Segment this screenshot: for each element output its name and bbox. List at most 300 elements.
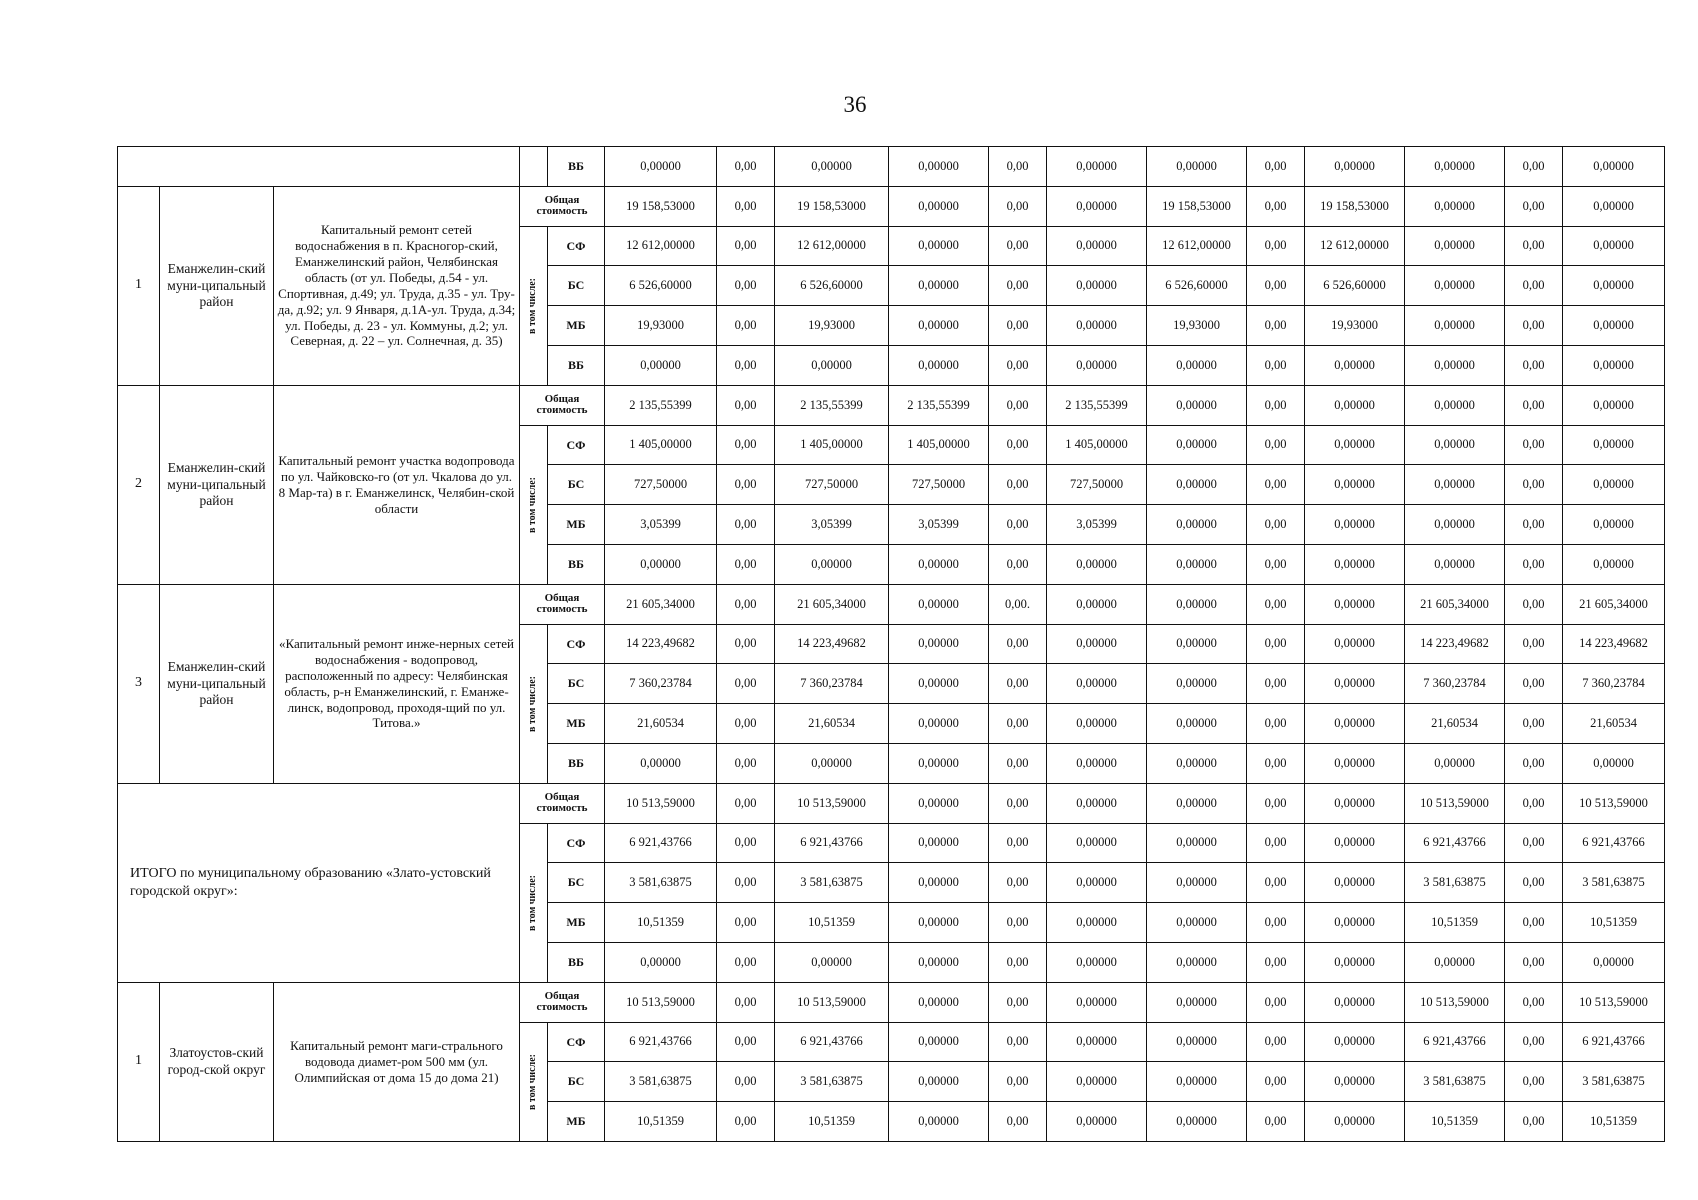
funding-type: СФ xyxy=(548,624,605,664)
value-cell: 0,00000 xyxy=(889,664,989,704)
value-cell: 0,00000 xyxy=(1563,743,1665,783)
value-cell: 0,00000 xyxy=(1147,1062,1247,1102)
value-cell: 0,00 xyxy=(1247,186,1305,226)
value-cell: 0,00 xyxy=(717,942,775,982)
value-cell: 12 612,00000 xyxy=(1305,226,1405,266)
value-cell: 0,00 xyxy=(1247,226,1305,266)
funding-type: ВБ xyxy=(548,345,605,385)
value-cell: 2 135,55399 xyxy=(605,385,717,425)
funding-type: ВБ xyxy=(548,147,605,187)
value-cell: 1 405,00000 xyxy=(889,425,989,465)
value-cell: 0,00000 xyxy=(1405,345,1505,385)
value-cell: 0,00 xyxy=(1505,345,1563,385)
value-cell: 0,00 xyxy=(717,186,775,226)
value-cell: 10,51359 xyxy=(775,903,889,943)
value-cell: 0,00 xyxy=(989,1102,1047,1142)
blank-cell xyxy=(520,147,548,187)
value-cell: 0,00000 xyxy=(1305,664,1405,704)
value-cell: 0,00000 xyxy=(889,704,989,744)
value-cell: 727,50000 xyxy=(1047,465,1147,505)
row-number: 1 xyxy=(118,186,160,385)
value-cell: 19,93000 xyxy=(1305,306,1405,346)
value-cell: 0,00000 xyxy=(1147,345,1247,385)
value-cell: 0,00 xyxy=(717,465,775,505)
value-cell: 0,00000 xyxy=(1305,147,1405,187)
value-cell: 10,51359 xyxy=(1563,903,1665,943)
row-number: 3 xyxy=(118,584,160,783)
table-body xyxy=(118,147,1665,1142)
value-cell: 0,00 xyxy=(1247,783,1305,823)
value-cell: 0,00000 xyxy=(605,544,717,584)
value-cell: 0,00 xyxy=(717,1062,775,1102)
value-cell: 0,00000 xyxy=(1305,584,1405,624)
value-cell: 0,00 xyxy=(717,783,775,823)
funding-type: ВБ xyxy=(548,544,605,584)
value-cell: 0,00000 xyxy=(889,903,989,943)
value-cell: 0,00 xyxy=(1505,385,1563,425)
project-description: Капитальный ремонт участка водопровода по ул. Чайковско-го (от ул. Чкалова до ул. 8 Мар-та) в г. Еманжелинск, Челябин-ской области xyxy=(274,385,520,584)
vertical-label xyxy=(520,1022,548,1141)
funding-type: БС xyxy=(548,266,605,306)
value-cell: 0,00000 xyxy=(1405,544,1505,584)
value-cell: 0,00000 xyxy=(1563,505,1665,545)
value-cell: 21,60534 xyxy=(605,704,717,744)
value-cell: 19,93000 xyxy=(775,306,889,346)
value-cell: 0,00 xyxy=(989,664,1047,704)
value-cell: 0,00000 xyxy=(1047,544,1147,584)
value-cell: 0,00000 xyxy=(889,226,989,266)
value-cell: 727,50000 xyxy=(775,465,889,505)
value-cell: 0,00000 xyxy=(889,942,989,982)
blank-header-cell xyxy=(118,147,520,187)
value-cell: 10 513,59000 xyxy=(605,982,717,1022)
value-cell: 0,00000 xyxy=(1147,1022,1247,1062)
value-cell: 0,00 xyxy=(1247,863,1305,903)
value-cell: 0,00000 xyxy=(1405,226,1505,266)
value-cell: 0,00 xyxy=(989,624,1047,664)
value-cell: 0,00 xyxy=(989,266,1047,306)
value-cell: 0,00000 xyxy=(889,186,989,226)
value-cell: 0,00000 xyxy=(1147,624,1247,664)
value-cell: 0,00000 xyxy=(1563,942,1665,982)
value-cell: 0,00000 xyxy=(775,147,889,187)
vertical-label-text: в том числе: xyxy=(527,277,539,334)
value-cell: 0,00 xyxy=(989,704,1047,744)
value-cell: 0,00000 xyxy=(1147,743,1247,783)
value-cell: 0,00000 xyxy=(1305,1022,1405,1062)
municipality-name: Еманжелин-ский муни-ципальный район xyxy=(160,584,274,783)
value-cell: 0,00 xyxy=(1505,863,1563,903)
value-cell: 0,00 xyxy=(717,704,775,744)
value-cell: 0,00 xyxy=(1505,783,1563,823)
vertical-label xyxy=(520,823,548,982)
value-cell: 0,00 xyxy=(717,226,775,266)
value-cell: 0,00000 xyxy=(889,147,989,187)
value-cell: 1 405,00000 xyxy=(1047,425,1147,465)
value-cell: 0,00 xyxy=(717,1102,775,1142)
value-cell: 0,00 xyxy=(1247,505,1305,545)
value-cell: 0,00000 xyxy=(1305,704,1405,744)
value-cell: 1 405,00000 xyxy=(605,425,717,465)
value-cell: 0,00000 xyxy=(1405,186,1505,226)
value-cell: 0,00000 xyxy=(1147,385,1247,425)
value-cell: 0,00000 xyxy=(889,624,989,664)
table-row xyxy=(118,783,1665,823)
value-cell: 19 158,53000 xyxy=(1147,186,1247,226)
value-cell: 21 605,34000 xyxy=(1563,584,1665,624)
value-cell: 0,00 xyxy=(989,982,1047,1022)
value-cell: 6 921,43766 xyxy=(1405,1022,1505,1062)
value-cell: 19 158,53000 xyxy=(775,186,889,226)
value-cell: 0,00 xyxy=(989,385,1047,425)
value-cell: 0,00000 xyxy=(1047,823,1147,863)
value-cell: 0,00 xyxy=(1505,982,1563,1022)
value-cell: 0,00 xyxy=(1247,664,1305,704)
value-cell: 0,00000 xyxy=(1047,942,1147,982)
value-cell: 0,00000 xyxy=(1305,624,1405,664)
value-cell: 727,50000 xyxy=(605,465,717,505)
value-cell: 0,00000 xyxy=(1147,147,1247,187)
value-cell: 0,00 xyxy=(717,903,775,943)
value-cell: 0,00 xyxy=(717,306,775,346)
value-cell: 3 581,63875 xyxy=(605,1062,717,1102)
value-cell: 0,00000 xyxy=(1305,982,1405,1022)
value-cell: 0,00 xyxy=(717,505,775,545)
value-cell: 0,00 xyxy=(1247,903,1305,943)
value-cell: 19 158,53000 xyxy=(1305,186,1405,226)
value-cell: 0,00 xyxy=(989,306,1047,346)
value-cell: 0,00 xyxy=(1505,624,1563,664)
value-cell: 10 513,59000 xyxy=(775,783,889,823)
table-row xyxy=(118,186,1665,226)
value-cell: 14 223,49682 xyxy=(1563,624,1665,664)
table-row xyxy=(118,982,1665,1022)
value-cell: 6 921,43766 xyxy=(1563,823,1665,863)
value-cell: 0,00 xyxy=(1505,1102,1563,1142)
value-cell: 0,00 xyxy=(1247,306,1305,346)
funding-type: БС xyxy=(548,664,605,704)
value-cell: 0,00 xyxy=(717,863,775,903)
value-cell: 0,00 xyxy=(1505,1062,1563,1102)
value-cell: 0,00 xyxy=(1247,345,1305,385)
value-cell: 0,00000 xyxy=(1047,147,1147,187)
value-cell: 0,00000 xyxy=(605,942,717,982)
value-cell: 0,00000 xyxy=(1305,505,1405,545)
value-cell: 0,00 xyxy=(717,624,775,664)
funding-type: ВБ xyxy=(548,942,605,982)
value-cell: 0,00000 xyxy=(1405,505,1505,545)
value-cell: 6 921,43766 xyxy=(1405,823,1505,863)
funding-type: ВБ xyxy=(548,743,605,783)
value-cell: 0,00000 xyxy=(1305,385,1405,425)
municipality-name: Златоустов-ский город-ской округ xyxy=(160,982,274,1141)
value-cell: 0,00000 xyxy=(605,345,717,385)
value-cell: 0,00 xyxy=(717,345,775,385)
funding-type: МБ xyxy=(548,505,605,545)
value-cell: 0,00000 xyxy=(1305,863,1405,903)
value-cell: 10 513,59000 xyxy=(1563,982,1665,1022)
value-cell: 2 135,55399 xyxy=(775,385,889,425)
value-cell: 0,00000 xyxy=(1147,425,1247,465)
value-cell: 14 223,49682 xyxy=(605,624,717,664)
value-cell: 0,00000 xyxy=(889,823,989,863)
value-cell: 0,00 xyxy=(1247,704,1305,744)
value-cell: 0,00000 xyxy=(1405,465,1505,505)
value-cell: 0,00 xyxy=(717,664,775,704)
value-cell: 0,00000 xyxy=(1047,783,1147,823)
value-cell: 0,00000 xyxy=(1563,385,1665,425)
table-row xyxy=(118,147,1665,187)
vertical-label xyxy=(520,624,548,783)
value-cell: 0,00 xyxy=(1505,465,1563,505)
value-cell: 10,51359 xyxy=(1405,1102,1505,1142)
value-cell: 0,00 xyxy=(1505,186,1563,226)
project-description: «Капитальный ремонт инже-нерных сетей водоснабжения - водопровод, расположенный по адресу: Челябинская область, р-н Еманжелинский, г. Еманже-линск, водопровод, проходя-щий по ул. Титова.» xyxy=(274,584,520,783)
value-cell: 0,00000 xyxy=(605,743,717,783)
value-cell: 6 921,43766 xyxy=(605,1022,717,1062)
funding-type: СФ xyxy=(548,823,605,863)
financing-table xyxy=(117,146,1665,1142)
value-cell: 0,00000 xyxy=(1147,863,1247,903)
page-number: 36 xyxy=(843,92,867,117)
value-cell: 6 526,60000 xyxy=(775,266,889,306)
value-cell: 7 360,23784 xyxy=(605,664,717,704)
value-cell: 0,00 xyxy=(1505,425,1563,465)
value-cell: 0,00 xyxy=(1505,903,1563,943)
value-cell: 0,00000 xyxy=(1563,465,1665,505)
value-cell: 0,00000 xyxy=(1563,147,1665,187)
project-description: Капитальный ремонт сетей водоснабжения в п. Красногор-ский, Еманжелинский район, Челябинская область (от ул. Победы, д.54 - ул. Спортивная, д.49; ул. Труда, д.35 - ул. Тру-да, д.92; ул. 9 Января, д.1А-ул. Труда, д.34; ул. Победы, д. 23 - ул. Коммуны, д.2; ул. Северная, д. 22 – ул. Солнечная, д. 35) xyxy=(274,186,520,385)
value-cell: 21,60534 xyxy=(1563,704,1665,744)
value-cell: 0,00 xyxy=(1505,1022,1563,1062)
value-cell: 0,00 xyxy=(989,147,1047,187)
value-cell: 2 135,55399 xyxy=(889,385,989,425)
funding-type: СФ xyxy=(548,226,605,266)
total-cost-label: Общая стоимость xyxy=(520,186,605,226)
value-cell: 10,51359 xyxy=(1405,903,1505,943)
value-cell: 3 581,63875 xyxy=(1405,1062,1505,1102)
value-cell: 0,00000 xyxy=(1147,704,1247,744)
value-cell: 3,05399 xyxy=(605,505,717,545)
value-cell: 0,00 xyxy=(1247,743,1305,783)
value-cell: 0,00000 xyxy=(1563,186,1665,226)
value-cell: 0,00000 xyxy=(1147,505,1247,545)
value-cell: 0,00000 xyxy=(1147,544,1247,584)
value-cell: 7 360,23784 xyxy=(1405,664,1505,704)
value-cell: 0,00000 xyxy=(775,942,889,982)
value-cell: 0,00000 xyxy=(1147,823,1247,863)
value-cell: 0,00000 xyxy=(1305,942,1405,982)
value-cell: 0,00 xyxy=(1505,266,1563,306)
value-cell: 0,00 xyxy=(1247,823,1305,863)
vertical-label xyxy=(520,425,548,584)
value-cell: 0,00 xyxy=(989,186,1047,226)
table-row xyxy=(118,385,1665,425)
value-cell: 0,00000 xyxy=(1563,425,1665,465)
total-label: ИТОГО по муниципальному образованию «Злато-устовский городской округ»: xyxy=(118,783,520,982)
value-cell: 0,00 xyxy=(989,345,1047,385)
value-cell: 0,00 xyxy=(717,147,775,187)
value-cell: 2 135,55399 xyxy=(1047,385,1147,425)
funding-type: МБ xyxy=(548,306,605,346)
value-cell: 0,00 xyxy=(717,584,775,624)
value-cell: 0,00000 xyxy=(1305,903,1405,943)
value-cell: 0,00000 xyxy=(1563,345,1665,385)
value-cell: 727,50000 xyxy=(889,465,989,505)
value-cell: 3 581,63875 xyxy=(775,1062,889,1102)
value-cell: 0,00 xyxy=(1505,743,1563,783)
municipality-name: Еманжелин-ский муни-ципальный район xyxy=(160,385,274,584)
value-cell: 0,00000 xyxy=(889,1062,989,1102)
value-cell: 3,05399 xyxy=(1047,505,1147,545)
value-cell: 10,51359 xyxy=(605,1102,717,1142)
value-cell: 0,00 xyxy=(989,863,1047,903)
value-cell: 0,00 xyxy=(717,544,775,584)
value-cell: 0,00 xyxy=(717,1022,775,1062)
value-cell: 0,00 xyxy=(1505,942,1563,982)
value-cell: 0,00000 xyxy=(1405,385,1505,425)
total-cost-label: Общая стоимость xyxy=(520,982,605,1022)
value-cell: 19,93000 xyxy=(605,306,717,346)
value-cell: 0,00 xyxy=(989,942,1047,982)
value-cell: 6 526,60000 xyxy=(605,266,717,306)
value-cell: 0,00 xyxy=(1505,306,1563,346)
value-cell: 0,00000 xyxy=(1305,783,1405,823)
total-cost-label: Общая стоимость xyxy=(520,584,605,624)
funding-type: БС xyxy=(548,863,605,903)
value-cell: 0,00 xyxy=(1247,624,1305,664)
value-cell: 7 360,23784 xyxy=(775,664,889,704)
value-cell: 0,00 xyxy=(989,783,1047,823)
value-cell: 10 513,59000 xyxy=(1405,982,1505,1022)
value-cell: 12 612,00000 xyxy=(775,226,889,266)
value-cell: 0,00000 xyxy=(1563,544,1665,584)
value-cell: 0,00 xyxy=(717,425,775,465)
value-cell: 0,00000 xyxy=(889,982,989,1022)
total-cost-label: Общая стоимость xyxy=(520,783,605,823)
value-cell: 3,05399 xyxy=(889,505,989,545)
value-cell: 0,00000 xyxy=(1305,743,1405,783)
value-cell: 0,00000 xyxy=(1147,1102,1247,1142)
value-cell: 0,00 xyxy=(1247,942,1305,982)
funding-type: СФ xyxy=(548,1022,605,1062)
value-cell: 0,00 xyxy=(989,903,1047,943)
value-cell: 0,00 xyxy=(1247,982,1305,1022)
value-cell: 3 581,63875 xyxy=(775,863,889,903)
value-cell: 0,00000 xyxy=(1047,664,1147,704)
value-cell: 19,93000 xyxy=(1147,306,1247,346)
value-cell: 0,00000 xyxy=(889,1102,989,1142)
value-cell: 3,05399 xyxy=(775,505,889,545)
value-cell: 0,00000 xyxy=(1047,345,1147,385)
value-cell: 0,00000 xyxy=(889,783,989,823)
vertical-label xyxy=(520,226,548,385)
value-cell: 6 526,60000 xyxy=(1305,266,1405,306)
value-cell: 0,00000 xyxy=(889,544,989,584)
value-cell: 0,00000 xyxy=(1147,465,1247,505)
value-cell: 0,00000 xyxy=(1305,465,1405,505)
value-cell: 21,60534 xyxy=(1405,704,1505,744)
value-cell: 0,00 xyxy=(1247,1102,1305,1142)
value-cell: 0,00000 xyxy=(1047,266,1147,306)
value-cell: 0,00000 xyxy=(1405,266,1505,306)
value-cell: 0,00 xyxy=(1505,544,1563,584)
value-cell: 0,00 xyxy=(717,743,775,783)
value-cell: 0,00 xyxy=(717,823,775,863)
value-cell: 21 605,34000 xyxy=(605,584,717,624)
value-cell: 3 581,63875 xyxy=(1405,863,1505,903)
value-cell: 10 513,59000 xyxy=(605,783,717,823)
value-cell: 10 513,59000 xyxy=(1563,783,1665,823)
value-cell: 21 605,34000 xyxy=(775,584,889,624)
value-cell: 0,00000 xyxy=(1047,306,1147,346)
value-cell: 21 605,34000 xyxy=(1405,584,1505,624)
value-cell: 0,00000 xyxy=(889,584,989,624)
value-cell: 0,00000 xyxy=(1305,1062,1405,1102)
funding-type: МБ xyxy=(548,1102,605,1142)
value-cell: 0,00000 xyxy=(1405,306,1505,346)
value-cell: 0,00 xyxy=(1247,385,1305,425)
value-cell: 0,00000 xyxy=(889,345,989,385)
value-cell: 0,00 xyxy=(1247,425,1305,465)
value-cell: 0,00 xyxy=(989,505,1047,545)
value-cell: 1 405,00000 xyxy=(775,425,889,465)
value-cell: 6 526,60000 xyxy=(1147,266,1247,306)
value-cell: 10,51359 xyxy=(605,903,717,943)
value-cell: 0,00000 xyxy=(1047,903,1147,943)
table-row xyxy=(118,584,1665,624)
value-cell: 0,00000 xyxy=(1047,226,1147,266)
value-cell: 0,00000 xyxy=(775,743,889,783)
value-cell: 0,00000 xyxy=(1147,783,1247,823)
value-cell: 0,00 xyxy=(717,266,775,306)
funding-type: СФ xyxy=(548,425,605,465)
value-cell: 0,00000 xyxy=(1305,823,1405,863)
value-cell: 0,00000 xyxy=(889,306,989,346)
row-number: 1 xyxy=(118,982,160,1141)
value-cell: 12 612,00000 xyxy=(605,226,717,266)
value-cell: 14 223,49682 xyxy=(1405,624,1505,664)
funding-type: БС xyxy=(548,465,605,505)
value-cell: 0,00000 xyxy=(1047,1022,1147,1062)
value-cell: 0,00000 xyxy=(889,743,989,783)
value-cell: 10,51359 xyxy=(775,1102,889,1142)
value-cell: 14 223,49682 xyxy=(775,624,889,664)
value-cell: 0,00 xyxy=(1505,226,1563,266)
value-cell: 0,00 xyxy=(1505,584,1563,624)
value-cell: 0,00000 xyxy=(1305,425,1405,465)
value-cell: 0,00000 xyxy=(1047,1102,1147,1142)
value-cell: 0,00 xyxy=(1505,664,1563,704)
value-cell: 0,00000 xyxy=(1147,982,1247,1022)
value-cell: 0,00000 xyxy=(889,863,989,903)
value-cell: 0,00000 xyxy=(775,544,889,584)
value-cell: 0,00000 xyxy=(1405,147,1505,187)
value-cell: 0,00000 xyxy=(1305,345,1405,385)
value-cell: 0,00000 xyxy=(1405,743,1505,783)
value-cell: 0,00 xyxy=(1247,584,1305,624)
value-cell: 3 581,63875 xyxy=(605,863,717,903)
value-cell: 10 513,59000 xyxy=(775,982,889,1022)
project-description: Капитальный ремонт маги-стрального водовода диамет-ром 500 мм (ул. Олимпийская от дома 15 до дома 21) xyxy=(274,982,520,1141)
value-cell: 0,00000 xyxy=(1047,186,1147,226)
value-cell: 0,00000 xyxy=(1405,425,1505,465)
value-cell: 0,00 xyxy=(989,743,1047,783)
value-cell: 0,00 xyxy=(1247,266,1305,306)
value-cell: 0,00000 xyxy=(1047,982,1147,1022)
value-cell: 0,00000 xyxy=(1563,226,1665,266)
value-cell: 0,00000 xyxy=(1147,942,1247,982)
